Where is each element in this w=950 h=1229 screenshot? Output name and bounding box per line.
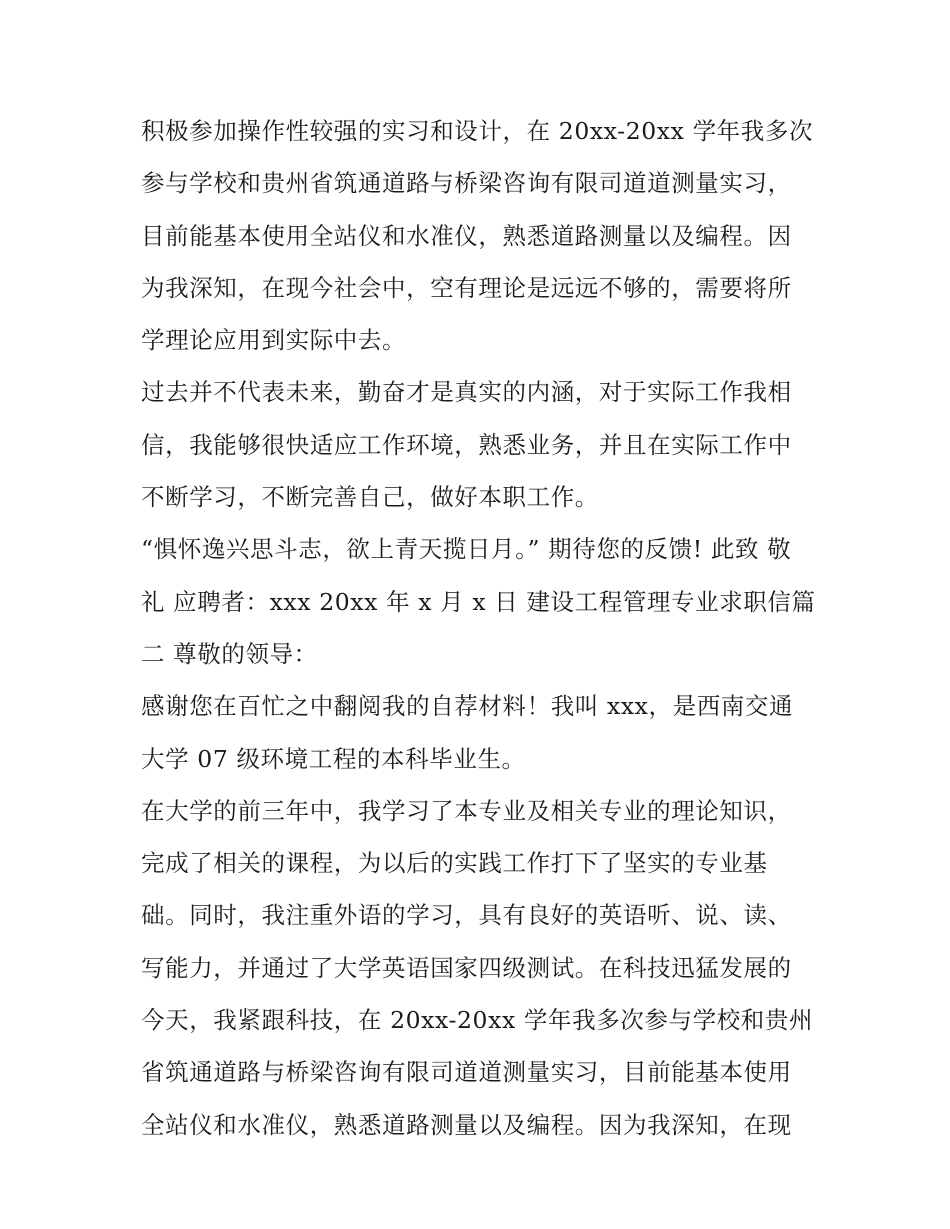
text-line: 为我深知，在现今社会中，空有理论是远远不够的，需要将所: [141, 273, 792, 302]
text-line: 感谢您在百忙之中翻阅我的自荐材料！我叫 xxx，是西南交通: [141, 692, 794, 721]
text-line: “惧怀逸兴思斗志，欲上青天揽日月。” 期待您的反馈! 此致 敬: [141, 535, 792, 564]
text-line: 学理论应用到实际中去。: [141, 326, 407, 355]
document-body: [141, 108, 821, 1154]
text-line: 省筑通道路与桥梁咨询有限司道道测量实习，目前能基本使用: [141, 1058, 792, 1087]
text-line: 过去并不代表未来，勤奋才是真实的内涵，对于实际工作我相: [141, 378, 792, 407]
text-line: 在大学的前三年中，我学习了本专业及相关专业的理论知识，: [141, 796, 792, 825]
text-line: 完成了相关的课程，为以后的实践工作打下了坚实的专业基: [141, 849, 768, 878]
text-line: 礼 应聘者：xxx 20xx 年 x 月 x 日 建设工程管理专业求职信篇: [141, 587, 816, 616]
text-line: 全站仪和水准仪，熟悉道路测量以及编程。因为我深知，在现: [141, 1110, 792, 1139]
text-line: 目前能基本使用全站仪和水准仪，熟悉道路测量以及编程。因: [141, 221, 792, 250]
text-line: 信，我能够很快适应工作环境，熟悉业务，并且在实际工作中: [141, 430, 792, 459]
text-line: 二 尊敬的领导：: [141, 639, 318, 668]
text-line: 积极参加操作性较强的实习和设计，在 20xx-20xx 学年我多次: [141, 117, 814, 145]
text-line: 大学 07 级环境工程的本科毕业生。: [141, 744, 526, 773]
text-line: 写能力，并通过了大学英语国家四级测试。在科技迅猛发展的: [141, 953, 792, 982]
text-line: 参与学校和贵州省筑通道路与桥梁咨询有限司道道测量实习，: [141, 169, 792, 198]
text-line: 不断学习，不断完善自己，做好本职工作。: [141, 483, 599, 512]
text-line: 今天，我紧跟科技，在 20xx-20xx 学年我多次参与学校和贵州: [141, 1006, 814, 1035]
text-line: 础。同时，我注重外语的学习，具有良好的英语听、说、读、: [141, 901, 792, 930]
